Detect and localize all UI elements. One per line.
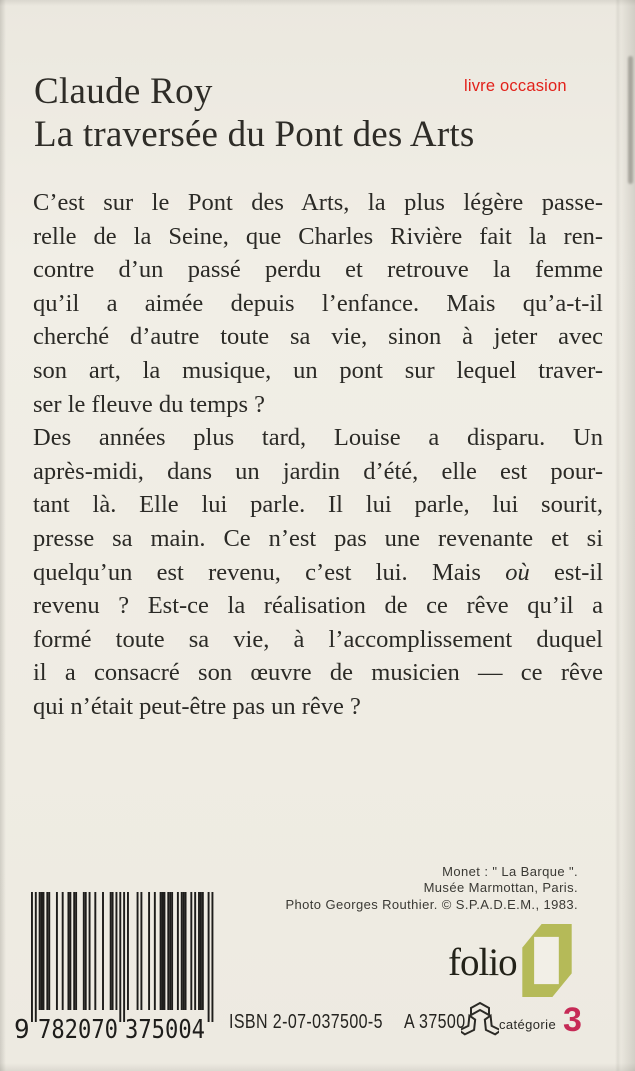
svg-text:375004: 375004 <box>125 1015 205 1042</box>
ean-barcode <box>12 892 222 1047</box>
svg-text:782070: 782070 <box>38 1015 118 1042</box>
cover-edge-smudge <box>628 56 633 184</box>
books-emblem-icon <box>461 999 499 1041</box>
cover-left-edge-shadow <box>0 0 6 1071</box>
photo-credit-line: Monet : " La Barque ". <box>442 864 578 879</box>
livre-occasion-label: livre occasion <box>464 77 567 95</box>
photo-credit-line: Photo Georges Routhier. © S.P.A.D.E.M., 1983. <box>285 896 578 912</box>
cover-bottom-edge-shadow <box>0 1063 635 1071</box>
print-code: A 37500 <box>404 1011 466 1033</box>
photo-credit-line: Musée Marmottan, Paris. <box>423 880 578 896</box>
body-text: C’est sur le Pont des Arts, la plus légère passe- relle de la Seine, que Charles Rivière fait la ren- contre d’un passé perdu et retrouve la femme qu’il a aimée depuis l’enfance. Mais qu’a-t-il cherché d’autre toute sa vie, sinon à jeter avec son art, la musique, un pont sur lequel traver- ser le fleuve du temps ? Des années plus tard, Louise a disparu. Un après-midi, dans un jardin d’été, elle est pour- tant là. Elle lui parle. Il lui parle, lui sourit, presse sa main. Ce n’est pas une revenante et si quelqu’un est revenu, c’est lui. Mais où est-il revenu ? Est-ce la réalisation de ce rêve qu’il a formé toute sa vie, à l’accomplissement duquel il a consacré son œuvre de musicien — ce rêve qui n’était peut-être pas un rêve ? <box>33 189 603 720</box>
folio-logo <box>448 922 578 1000</box>
isbn-text: ISBN 2-07-037500-5 <box>229 1011 383 1033</box>
photo-credit <box>285 864 578 913</box>
cover-top-edge-shadow <box>0 0 635 6</box>
svg-text:9: 9 <box>14 1015 30 1042</box>
author-name: Claude Roy <box>34 71 213 112</box>
folio-logo-text: folio <box>448 941 517 984</box>
book-title: La traversée du Pont des Arts <box>34 114 475 155</box>
category-value: 3 <box>563 1001 582 1039</box>
folio-mark-icon <box>522 924 572 997</box>
category-label: catégorie <box>499 1017 557 1032</box>
